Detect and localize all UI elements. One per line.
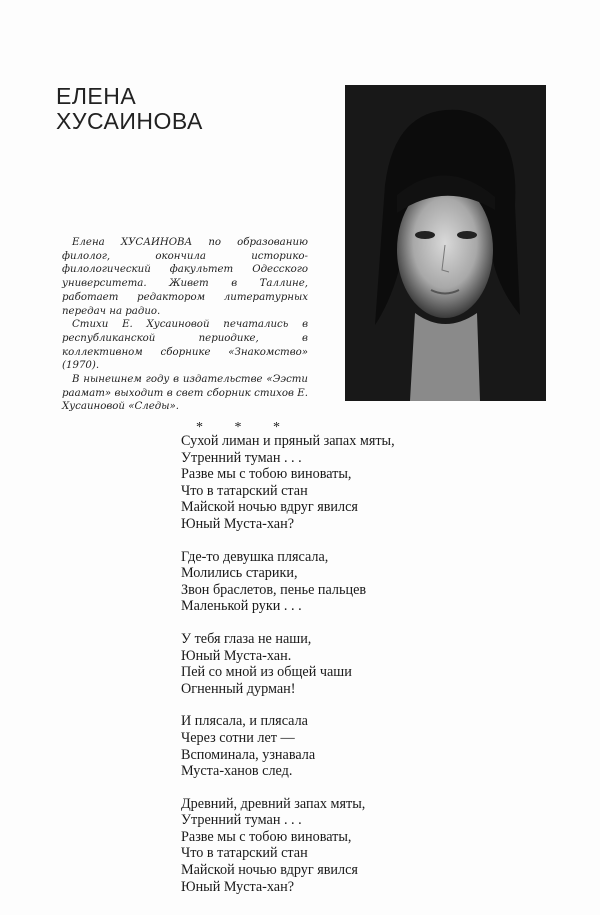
poem-line: Утренний туман . . . — [181, 812, 302, 829]
bio-paragraph: В нынешнем году в издательстве «Ээсти раамат» выходит в свет сборник стихов Е. Хусаиновой «Следы». — [62, 374, 308, 413]
poem-line: И плясала, и плясала — [181, 713, 308, 730]
poem-line: Через сотни лет — — [181, 729, 295, 746]
poem-line: Огненный дурман! — [181, 680, 296, 697]
title-last-name: ХУСАИНОВА — [56, 108, 203, 134]
poem-separator: * * * — [196, 420, 294, 435]
poem-line: Майской ночью вдруг явился — [181, 862, 358, 879]
poem-line: Древний, древний запах мяты, — [181, 795, 366, 812]
poem-line: Звон браслетов, пенье пальцев — [181, 581, 367, 598]
poem-line: Юный Муста-хан. — [181, 647, 292, 664]
poem-line: Молились старики, — [181, 565, 298, 582]
bio-paragraph: Елена ХУСАИНОВА по образованию филолог, окончила историко-филологический факультет Одесского университета. Живет в Таллине, работает редактором литературных передач на радио. — [62, 237, 308, 317]
bio-paragraph: Стихи Е. Хусаиновой печатались в республиканской периодике, в коллективном сборнике «Знакомство» (1970). — [62, 319, 308, 372]
poem — [181, 433, 395, 911]
poem-line: Юный Муста-хан? — [181, 515, 294, 532]
poem-stanza — [181, 631, 395, 697]
poem-line: У тебя глаза не наши, — [181, 630, 312, 647]
poem-line: Разве мы с тобою виноваты, — [181, 466, 352, 483]
portrait-image — [345, 85, 546, 401]
poem-stanza — [181, 549, 395, 615]
poem-line: Майской ночью вдруг явился — [181, 499, 358, 516]
poem-line: Разве мы с тобою виноваты, — [181, 828, 352, 845]
poem-stanza — [181, 796, 395, 896]
author-portrait-photo — [345, 85, 546, 401]
poem-stanza — [181, 433, 395, 533]
poem-stanza — [181, 713, 395, 779]
poem-line: Где-то девушка плясала, — [181, 548, 329, 565]
author-biography — [62, 236, 308, 414]
poem-line: Пей со мной из общей чаши — [181, 664, 352, 681]
poem-line: Что в татарский стан — [181, 845, 308, 862]
poem-line: Что в татарский стан — [181, 482, 308, 499]
poem-line: Муста-ханов след. — [181, 763, 293, 780]
poem-line: Сухой лиман и пряный запах мяты, — [181, 433, 395, 449]
title-first-name: ЕЛЕНА — [56, 83, 137, 109]
poem-line: Утренний туман . . . — [181, 449, 302, 466]
poem-line: Вспоминала, узнавала — [181, 746, 316, 763]
poem-line: Юный Муста-хан? — [181, 878, 294, 895]
author-title — [56, 84, 203, 134]
poem-line: Маленькой руки . . . — [181, 598, 302, 615]
